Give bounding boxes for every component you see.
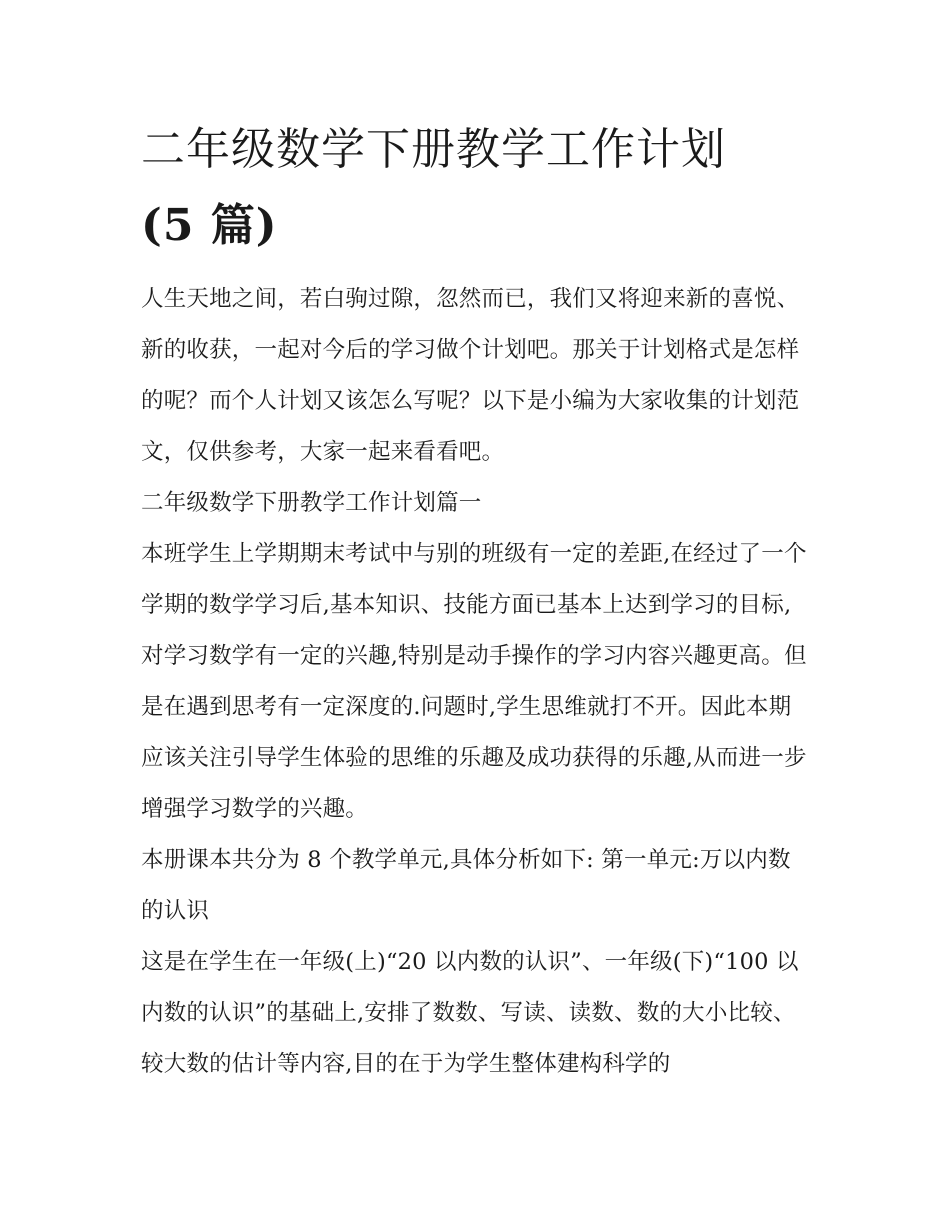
title-suffix: (5 篇)	[141, 200, 278, 251]
body-paragraph: 这是在学生在一年级(上)“20 以内数的认识”、一年级(下)“100 以内数的认识”的基础上,安排了数数、写读、读数、数的大小比较、较大数的估计等内容,目的在于为学生整体建构科学的	[141, 949, 799, 1077]
section-heading: 二年级数学下册教学工作计划篇一	[141, 490, 482, 516]
body-paragraph: 本班学生上学期期末考试中与别的班级有一定的差距,在经过了一个学期的数学学习后,基本知识、技能方面已基本上达到学习的目标,对学习数学有一定的兴趣,特别是动手操作的学习内容兴趣更高。但是在遇到思考有一定深度的.问题时,学生思维就打不开。因此本期应该关注引导学生体验的思维的乐趣及成功获得的乐趣,从而进一步增强学习数学的兴趣。	[141, 541, 807, 822]
document-page	[141, 112, 813, 1090]
intro-paragraph: 人生天地之间，若白驹过隙，忽然而已，我们又将迎来新的喜悦、新的收获，一起对今后的学习做个计划吧。那关于计划格式是怎样的呢？而个人计划又该怎么写呢？以下是小编为大家收集的计划范文，仅供参考，大家一起来看看吧。	[141, 286, 800, 465]
body-paragraph: 本册课本共分为 8 个教学单元,具体分析如下: 第一单元:万以内数的认识	[141, 847, 791, 924]
title-main: 二年级数学下册教学工作计划	[141, 124, 726, 175]
document-title	[141, 112, 813, 264]
